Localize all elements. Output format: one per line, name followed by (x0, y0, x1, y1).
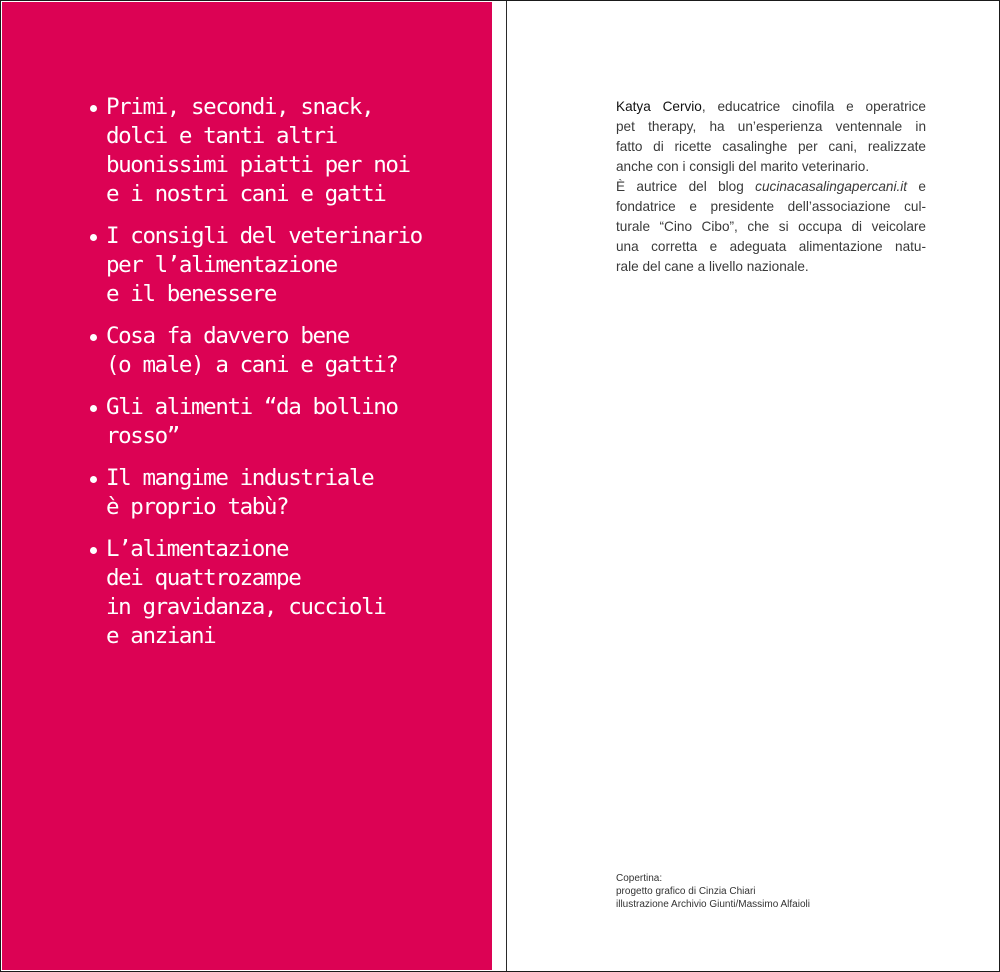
feature-bullet-list (90, 93, 490, 651)
cover-credits (616, 872, 810, 911)
bullet-line: Il mangime industriale (106, 465, 374, 491)
author-name: Katya Cervio (616, 99, 702, 114)
bullet-item (90, 464, 490, 522)
bullet-dot-icon (90, 234, 97, 241)
bullet-dot-icon (90, 476, 97, 483)
bullet-line: (o male) a cani e gatti? (106, 352, 398, 378)
bullet-line: L’alimentazione (106, 536, 289, 562)
bullet-line: Cosa fa davvero bene (106, 323, 349, 349)
bullet-item (90, 393, 490, 451)
bio-text: È autrice del blog (616, 179, 756, 194)
bullet-line: dei quattrozampe (106, 565, 301, 591)
right-page (507, 1, 1000, 971)
bullet-line: e i nostri cani e gatti (106, 181, 386, 207)
blog-name: cucinacasalingapercani.it (755, 179, 908, 194)
bio-line: una corretta e adeguata alimentazione natu- (616, 239, 926, 254)
bullet-item (90, 222, 490, 309)
bullet-dot-icon (90, 334, 97, 341)
bullet-line: in gravidanza, cuccioli (106, 594, 386, 620)
bio-line (616, 97, 926, 117)
bio-line: fondatrice e presidente dell’associazione cul- (616, 199, 926, 214)
bio-line: rale del cane a livello nazionale. (616, 259, 809, 274)
bullet-line: Gli alimenti “da bollino (106, 394, 398, 420)
bio-line: anche con i consigli del marito veterinario. (616, 159, 870, 174)
bullet-item (90, 93, 490, 209)
bio-line (616, 177, 926, 197)
bullet-line: è proprio tabù? (106, 494, 289, 520)
bullet-line: buonissimi piatti per noi (106, 152, 410, 178)
bullet-dot-icon (90, 105, 97, 112)
bullet-line: per l’alimentazione (106, 252, 337, 278)
bio-line: turale “Cino Cibo”, che si occupa di veicolare (616, 219, 926, 234)
left-page (2, 2, 492, 970)
bullet-line: Primi, secondi, snack, (106, 94, 374, 120)
credits-label: Copertina: (616, 873, 663, 884)
bullet-dot-icon (90, 547, 97, 554)
bio-text: e (907, 179, 926, 194)
credits-design: progetto grafico di Cinzia Chiari (616, 886, 756, 897)
author-bio (616, 97, 926, 277)
bullet-dot-icon (90, 405, 97, 412)
bullet-line: rosso” (106, 423, 179, 449)
bullet-item (90, 322, 490, 380)
bullet-line: dolci e tanti altri (106, 123, 337, 149)
bullet-item (90, 535, 490, 651)
bio-text: , educatrice cinofila e operatrice (701, 99, 926, 114)
credits-illustration: illustrazione Archivio Giunti/Massimo Alfaioli (616, 899, 810, 910)
bio-line: fatto di ricette casalinghe per cani, realizzate (616, 139, 926, 154)
bullet-line: e il benessere (106, 281, 277, 307)
bullet-line: e anziani (106, 623, 216, 649)
bio-line: pet therapy, ha un’esperienza ventennale in (616, 119, 926, 134)
bullet-line: I consigli del veterinario (106, 223, 422, 249)
